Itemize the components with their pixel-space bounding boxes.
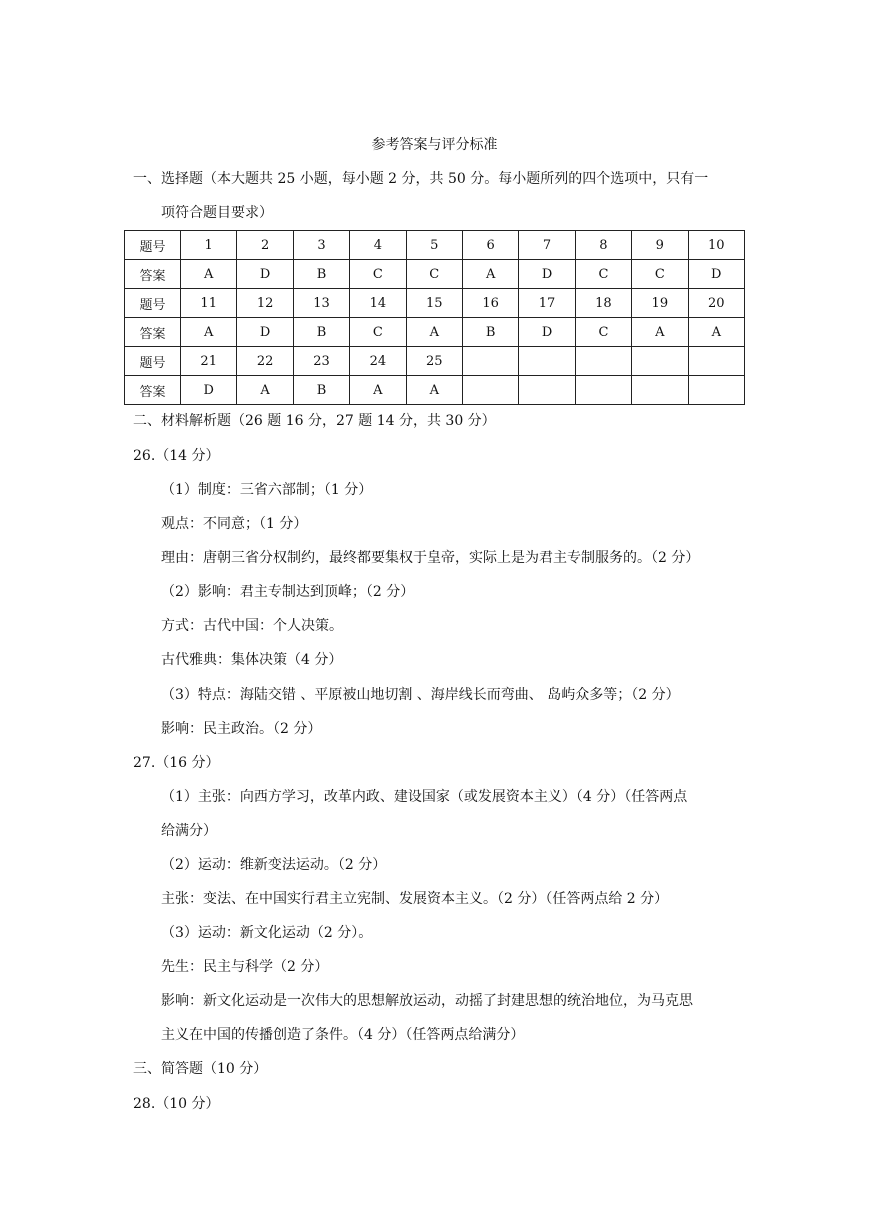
q27-line: 主张：变法、在中国实行君主立宪制、发展资本主义。（2 分）（任答两点给 2 分）	[161, 891, 669, 907]
table-cell: B	[462, 318, 518, 347]
table-cell: 21	[181, 347, 237, 376]
table-cell: D	[181, 376, 237, 405]
table-cell: A	[462, 260, 518, 289]
table-cell: B	[293, 318, 349, 347]
table-cell: 3	[293, 231, 349, 260]
q26-line: 观点：不同意；（1 分）	[161, 516, 308, 532]
row-header-cell: 答案	[125, 260, 181, 289]
table-cell	[688, 376, 744, 405]
table-cell: C	[350, 318, 406, 347]
row-header-cell: 题号	[125, 347, 181, 376]
table-cell: 16	[462, 289, 518, 318]
q27-line: （3）运动：新文化运动（2 分）。	[161, 925, 373, 941]
q26-line: 理由：唐朝三省分权制约，最终都要集权于皇帝，实际上是为君主专制服务的。（2 分）	[161, 550, 700, 566]
table-cell: A	[688, 318, 744, 347]
answer-table	[124, 230, 745, 405]
table-cell: 4	[350, 231, 406, 260]
table-row	[125, 347, 745, 376]
section1-heading-continued: 项符合题目要求）	[161, 205, 273, 221]
row-header-cell: 题号	[125, 231, 181, 260]
table-cell: A	[181, 260, 237, 289]
table-cell: C	[406, 260, 462, 289]
table-cell: A	[406, 318, 462, 347]
table-cell: 19	[632, 289, 688, 318]
table-cell: D	[237, 260, 293, 289]
table-cell: B	[293, 260, 349, 289]
table-cell: D	[519, 260, 575, 289]
question-28-label: 28.（10 分）	[133, 1096, 220, 1112]
table-cell: 6	[462, 231, 518, 260]
table-cell: 15	[406, 289, 462, 318]
table-cell	[519, 376, 575, 405]
q26-line: 方式：古代中国：个人决策。	[161, 618, 343, 634]
section2-heading: 二、材料解析题（26 题 16 分，27 题 14 分，共 30 分）	[133, 413, 496, 429]
q26-line: 影响：民主政治。（2 分）	[161, 721, 322, 737]
table-cell: 25	[406, 347, 462, 376]
table-cell	[688, 347, 744, 376]
table-cell: D	[688, 260, 744, 289]
table-cell	[575, 347, 631, 376]
table-cell: 11	[181, 289, 237, 318]
table-cell: D	[237, 318, 293, 347]
q26-line: （2）影响：君主专制达到顶峰；（2 分）	[161, 584, 415, 600]
table-cell	[575, 376, 631, 405]
table-cell: A	[632, 318, 688, 347]
q27-line: 先生：民主与科学（2 分）	[161, 959, 329, 975]
table-cell	[462, 347, 518, 376]
table-cell: 10	[688, 231, 744, 260]
q26-line: （3）特点：海陆交错 、平原被山地切割 、海岸线长而弯曲、 岛屿众多等；（2 分）	[161, 687, 680, 703]
table-cell: C	[575, 260, 631, 289]
table-cell: 23	[293, 347, 349, 376]
question-26-label: 26.（14 分）	[133, 448, 220, 464]
table-cell: C	[632, 260, 688, 289]
table-cell	[462, 376, 518, 405]
table-cell: 8	[575, 231, 631, 260]
page-title: 参考答案与评分标准	[371, 137, 498, 153]
table-row	[125, 260, 745, 289]
table-cell: D	[519, 318, 575, 347]
table-row	[125, 289, 745, 318]
question-27-label: 27.（16 分）	[133, 755, 220, 771]
table-row	[125, 376, 745, 405]
q27-line: 主义在中国的传播创造了条件。（4 分）（任答两点给满分）	[161, 1027, 525, 1043]
table-cell: A	[350, 376, 406, 405]
table-cell: 7	[519, 231, 575, 260]
row-header-cell: 答案	[125, 318, 181, 347]
table-cell: 2	[237, 231, 293, 260]
row-header-cell: 答案	[125, 376, 181, 405]
table-cell: A	[181, 318, 237, 347]
table-cell	[632, 347, 688, 376]
table-cell: C	[350, 260, 406, 289]
table-cell: 9	[632, 231, 688, 260]
table-cell: 5	[406, 231, 462, 260]
table-cell: 20	[688, 289, 744, 318]
q27-line: 影响：新文化运动是一次伟大的思想解放运动，动摇了封建思想的统治地位，为马克思	[161, 993, 693, 1009]
q26-line: （1）制度：三省六部制；（1 分）	[161, 482, 373, 498]
table-cell: 14	[350, 289, 406, 318]
table-cell	[519, 347, 575, 376]
q26-line: 古代雅典：集体决策（4 分）	[161, 652, 343, 668]
table-row	[125, 318, 745, 347]
table-row	[125, 231, 745, 260]
table-cell: 12	[237, 289, 293, 318]
q27-line: 给满分）	[161, 823, 217, 839]
table-cell: 22	[237, 347, 293, 376]
section1-heading: 一、选择题（本大题共 25 小题，每小题 2 分，共 50 分。每小题所列的四个选项中，只有一	[133, 171, 709, 187]
table-cell: C	[575, 318, 631, 347]
q27-line: （2）运动：维新变法运动。（2 分）	[161, 857, 387, 873]
table-cell: 1	[181, 231, 237, 260]
table-cell: 17	[519, 289, 575, 318]
table-cell	[632, 376, 688, 405]
table-cell: 13	[293, 289, 349, 318]
section3-heading: 三、简答题（10 分）	[133, 1061, 268, 1077]
table-cell: B	[293, 376, 349, 405]
table-cell: A	[406, 376, 462, 405]
table-cell: 24	[350, 347, 406, 376]
table-cell: 18	[575, 289, 631, 318]
row-header-cell: 题号	[125, 289, 181, 318]
q27-line: （1）主张：向西方学习，改革内政、建设国家（或发展资本主义）（4 分）（任答两点	[161, 789, 688, 805]
table-cell: A	[237, 376, 293, 405]
